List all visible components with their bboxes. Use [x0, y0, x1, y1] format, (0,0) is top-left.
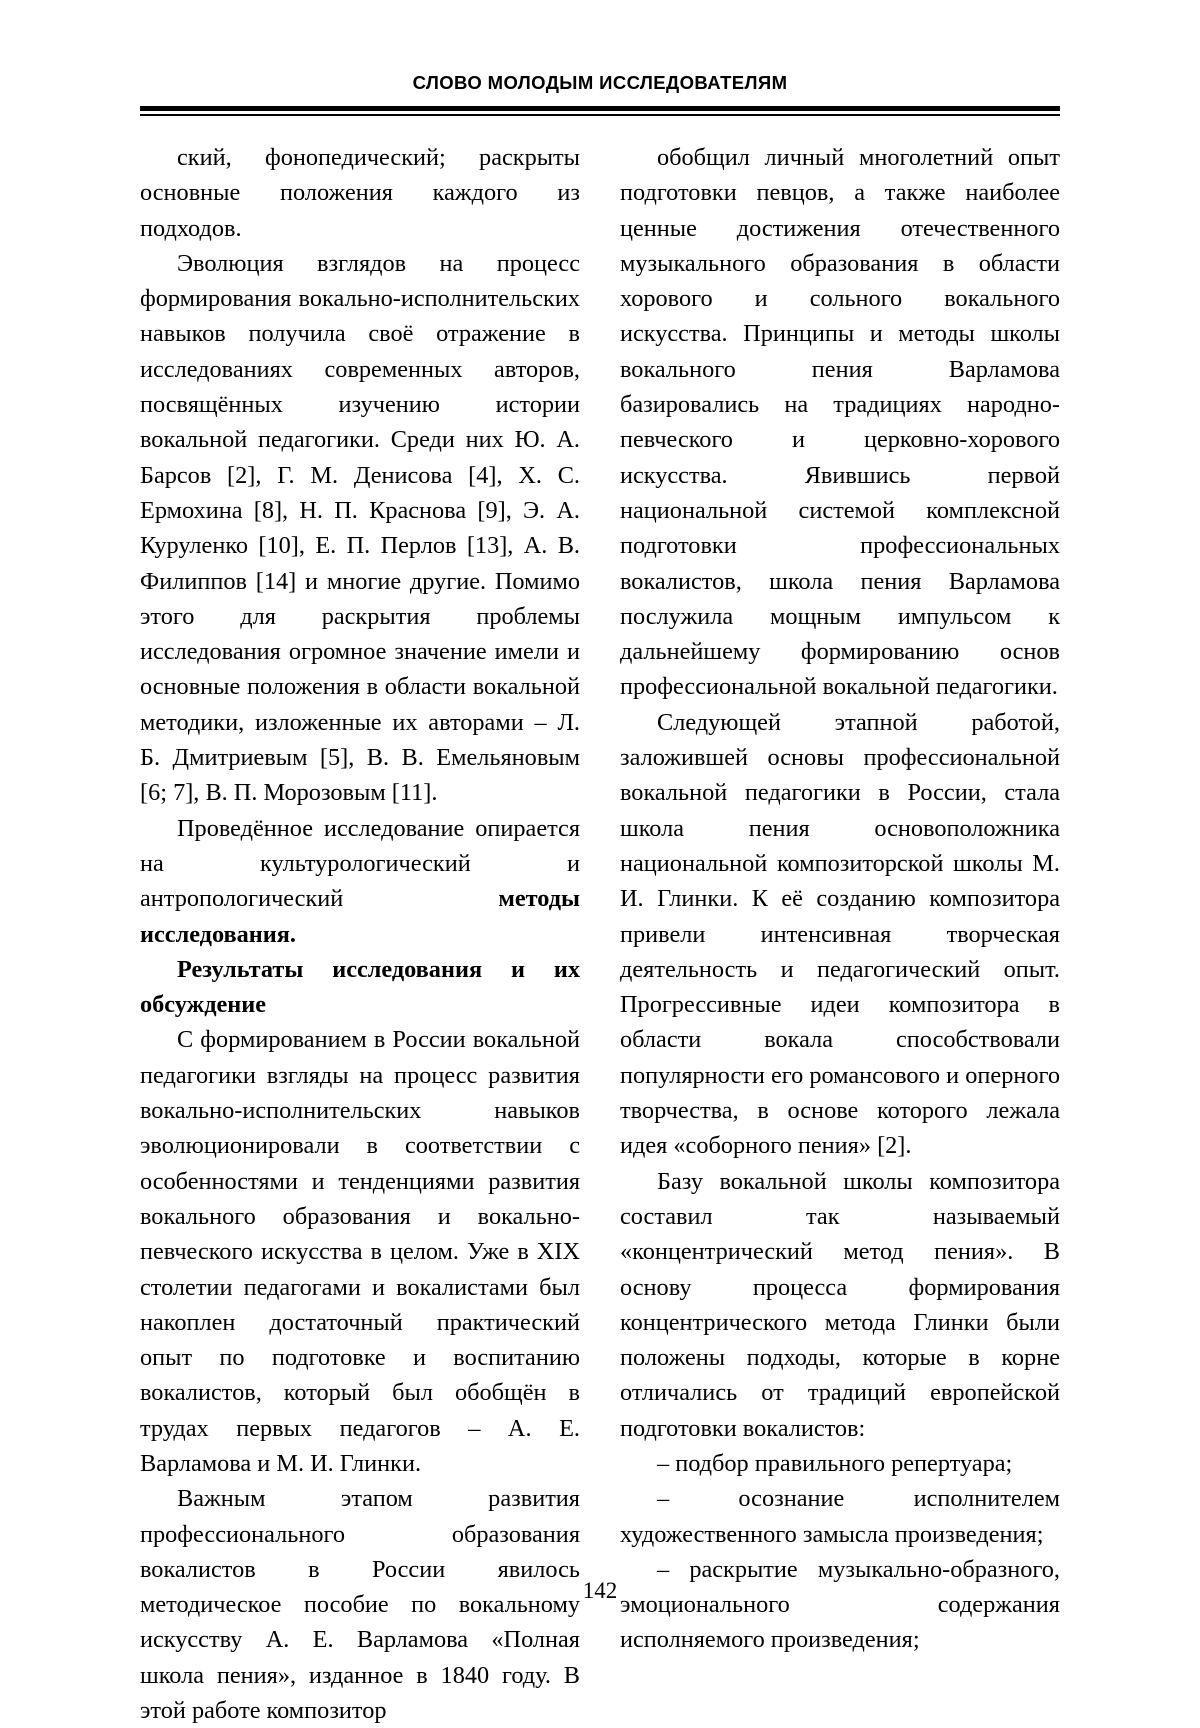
page-number: 142 [582, 1578, 618, 1603]
subheading-text: Результаты исследования и их обсуждение [140, 955, 580, 1019]
paragraph: Следующей этапной работой, заложившей основы профессиональной вокальной педагогики в России, стала школа пения основоположника национальной композиторской школы М. И. Глинки. К её созданию композитора привели интенсивная творческая деятельность и педагогический опыт. Прогрессивные идеи композитора в области вокала способствовали популярности его романсового и оперного творчества, в основе которого лежала идея «соборного пения» [2]. [620, 708, 1060, 1160]
paragraph-methods [140, 811, 580, 952]
subheading-results [140, 952, 580, 1023]
paragraph: обобщил личный многолетний опыт подготовки певцов, а также наиболее ценные достижения отечественного музыкального образования в области хорового и сольного вокального искусства. Принципы и методы школы вокального пения Варламова базировались на традициях народно-певческого и церковно-хорового искусства. Явившись первой национальной системой комплексной подготовки профессиональных вокалистов, школа пения Варламова послужила мощным импульсом к дальнейшему формированию основ профессиональной вокальной педагогики. [620, 144, 1060, 701]
paragraph: ский, фонопедический; раскрыты основные положения каждого из подходов. [140, 144, 580, 242]
running-head: СЛОВО МОЛОДЫМ ИССЛЕДОВАТЕЛЯМ [412, 72, 788, 93]
list-item: – подбор правильного репертуара; [657, 1449, 1013, 1477]
bold-methods-label: методы исследования. [140, 885, 580, 948]
header-rule-thin [140, 114, 1060, 116]
header-rule [140, 106, 1060, 116]
list-item: – раскрытие музыкально-образного, эмоционального содержания исполняемого произведения; [620, 1555, 1060, 1654]
paragraph-text: Проведённое исследование опирается на культурологический и антропологический [140, 814, 580, 913]
column-left [140, 140, 580, 1728]
column-right [620, 140, 1060, 1658]
list-item: – осознание исполнителем художественного замысла произведения; [620, 1485, 1060, 1548]
paragraph: Базу вокальной школы композитора составил так называемый «концентрический метод пения». В основу процесса формирования концентрического метода Глинки были положены подходы, которые в корне отличались от традиций европейской подготовки вокалистов: [620, 1167, 1060, 1442]
paragraph: С формированием в России вокальной педагогики взгляды на процесс развития вокально-исполнительских навыков эволюционировали в соответствии с особенностями и тенденциями развития вокального образования и вокально-певческого искусства в целом. Уже в XIX столетии педагогами и вокалистами был накоплен достаточный практический опыт по подготовке и воспитанию вокалистов, который был обобщён в трудах первых педагогов – А. Е. Варламова и М. И. Глинки. [140, 1026, 580, 1477]
paragraph: Важным этапом развития профессионального образования вокалистов в России явилось методическое пособие по вокальному искусству А. Е. Варламова «Полная школа пения», изданное в 1840 году. В этой работе композитор [140, 1485, 580, 1725]
paragraph: Эволюция взглядов на процесс формирования вокально-исполнительских навыков получила своё отражение в исследованиях современных авторов, посвящённых изучению истории вокальной педагогики. Среди них Ю. А. Барсов [2], Г. М. Денисова [4], Х. С. Ермохина [8], Н. П. Краснова [9], Э. А. Куруленко [10], Е. П. Перлов [13], А. В. Филиппов [14] и многие другие. Помимо этого для раскрытия проблемы исследования огромное значение имели и основные положения в области вокальной методики, изложенные их авторами – Л. Б. Дмитриевым [5], В. В. Емельяновым [6; 7], В. П. Морозовым [11]. [140, 249, 580, 807]
